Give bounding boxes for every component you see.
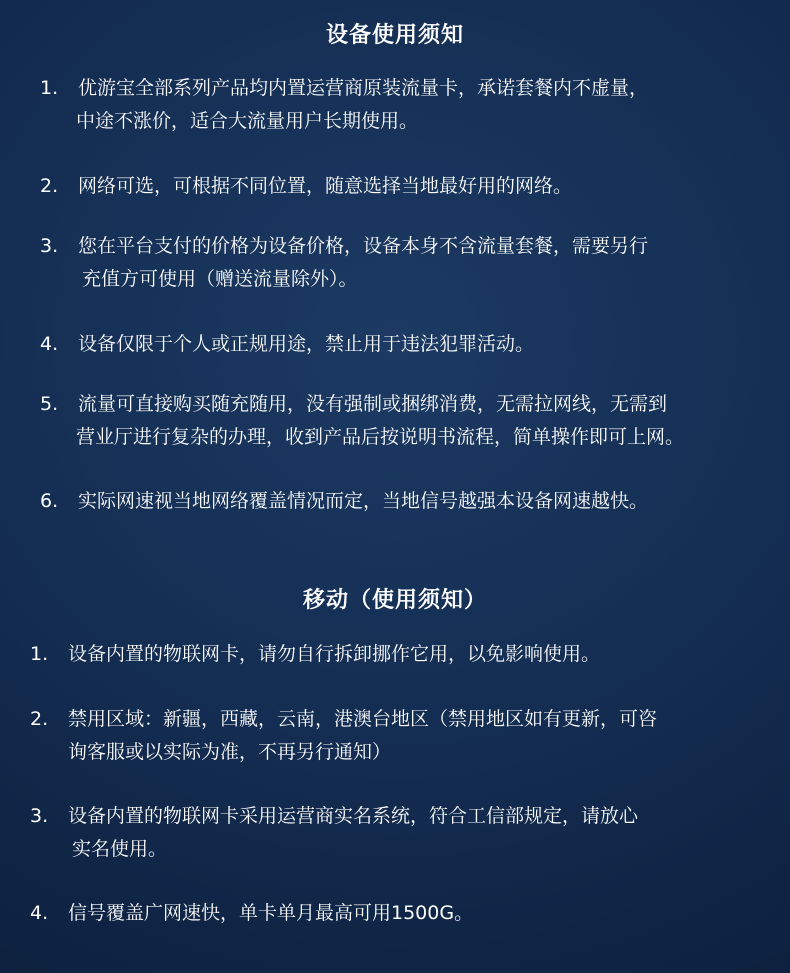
section2-item-3 (30, 800, 638, 866)
item-text-line: 优游宝全部系列产品均内置运营商原装流量卡，承诺套餐内不虚量， (78, 77, 649, 99)
section2-title: 移动（使用须知） (302, 588, 487, 613)
item-text-line: 询客服或以实际为准，不再另行通知） (68, 741, 392, 763)
item-number: 1. (30, 643, 49, 665)
item-text-line: 中途不涨价，适合大流量用户长期使用。 (76, 110, 419, 132)
item-text-line: 网络可选，可根据不同位置，随意选择当地最好用的网络。 (78, 175, 573, 197)
item-text-line: 设备仅限于个人或正规用途，禁止用于违法犯罪活动。 (78, 333, 535, 355)
item-text-line: 流量可直接购买随充随用，没有强制或捆绑消费，无需拉网线，无需到 (78, 393, 668, 415)
section1-title: 设备使用须知 (325, 23, 464, 48)
section2-item-2 (30, 703, 657, 769)
item-text-line: 实际网速视当地网络覆盖情况而定，当地信号越强本设备网速越快。 (78, 490, 649, 512)
item-number: 1. (40, 77, 59, 99)
item-number: 4. (40, 333, 59, 355)
item-number: 2. (40, 175, 59, 197)
item-number: 4. (30, 902, 49, 924)
item-text-line: 设备内置的物联网卡，请勿自行拆卸挪作它用，以免影响使用。 (68, 643, 601, 665)
item-number: 6. (40, 490, 59, 512)
section2-item-4 (30, 897, 473, 930)
section1-item-3 (40, 230, 648, 296)
item-text-line: 您在平台支付的价格为设备价格，设备本身不含流量套餐，需要另行 (78, 235, 649, 257)
section2-item-1 (30, 638, 600, 671)
item-number: 2. (30, 708, 49, 730)
item-text-line: 禁用区域：新疆，西藏，云南，港澳台地区（禁用地区如有更新，可咨 (68, 708, 658, 730)
item-text-line: 设备内置的物联网卡采用运营商实名系统，符合工信部规定，请放心 (68, 805, 639, 827)
item-number: 3. (40, 235, 59, 257)
item-text-line: 充值方可使用（赠送流量除外）。 (82, 268, 358, 290)
item-text-line: 实名使用。 (72, 838, 168, 860)
item-number: 3. (30, 805, 49, 827)
section1-item-6 (40, 485, 648, 518)
item-text-line: 营业厅进行复杂的办理，收到产品后按说明书流程，简单操作即可上网。 (76, 426, 685, 448)
item-text-line: 信号覆盖广网速快，单卡单月最高可用1500G。 (68, 902, 474, 924)
section1-item-5 (40, 388, 684, 454)
section1-item-1 (40, 72, 648, 138)
section1-item-2 (40, 170, 572, 203)
section1-item-4 (40, 328, 534, 361)
item-number: 5. (40, 393, 59, 415)
